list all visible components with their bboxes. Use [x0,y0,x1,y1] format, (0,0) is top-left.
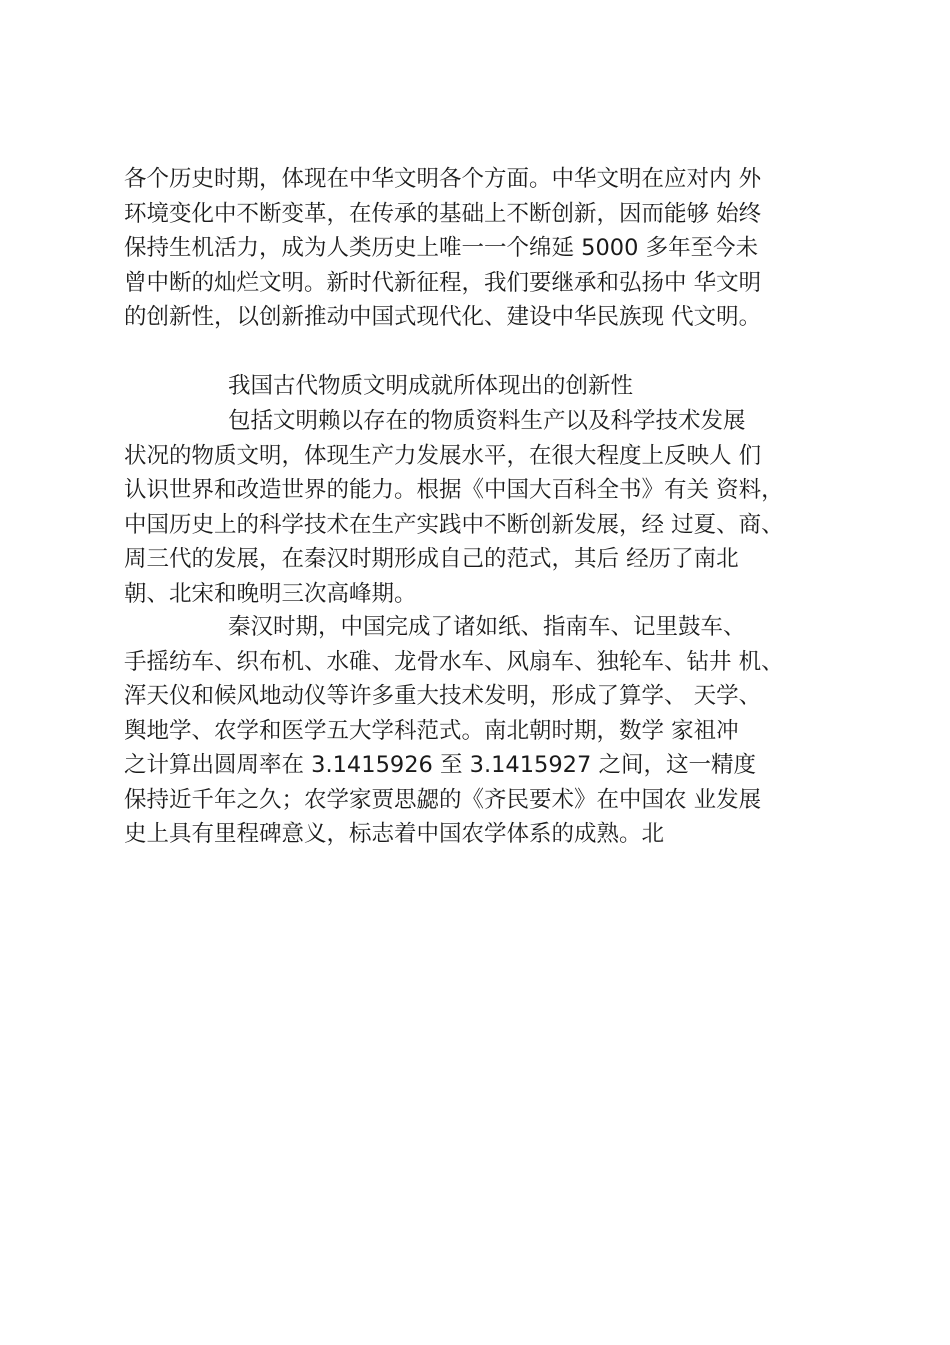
text-line: 浑天仪和候风地动仪等许多重大技术发明，形成了算学、 天学、 [124,683,762,709]
text-line: 周三代的发展，在秦汉时期形成自己的范式，其后 经历了南北 [124,546,739,572]
text-line: 舆地学、农学和医学五大学科范式。南北朝时期，数学 家祖冲 [124,717,739,744]
text-line: 各个历史时期，体现在中华文明各个方面。中华文明在应对内 外 [124,166,762,192]
text-line: 曾中断的灿烂文明。新时代新征程，我们要继承和弘扬中 华文明 [124,269,762,296]
text-line: 保持生机活力，成为人类历史上唯一一个绵延 5000 多年至今未 [124,235,759,261]
text-line: 包括文明赖以存在的物质资料生产以及科学技术发展 [228,408,746,434]
text-line: 史上具有里程碑意义，标志着中国农学体系的成熟。北 [124,821,665,847]
text-line: 秦汉时期，中国完成了诸如纸、指南车、记里鼓车、 [228,614,746,640]
paragraph-material-civilization [124,404,844,611]
text-line: 中国历史上的科学技术在生产实践中不断创新发展，经 过夏、商、 [124,511,784,538]
text-line: 保持近千年之久；农学家贾思勰的《齐民要术》在中国农 业发展 [124,786,762,813]
text-line: 的创新性，以创新推动中国式现代化、建设中华民族现 代文明。 [124,304,762,330]
section-heading-block [124,369,844,404]
text-line: 朝、北宋和晚明三次高峰期。 [124,580,417,607]
paragraph-innovation-summary [124,162,844,335]
text-line: 状况的物质文明，体现生产力发展水平，在很大程度上反映人 们 [124,442,762,469]
text-line: 手摇纺车、织布机、水碓、龙骨水车、风扇车、独轮车、钻井 机、 [124,648,784,675]
text-line: 环境变化中不断变革，在传承的基础上不断创新，因而能够 始终 [124,200,762,227]
text-line: 之计算出圆周率在 3.1415926 至 3.1415927 之间，这一精度 [124,752,756,778]
paragraph-qin-han-period [124,610,844,852]
text-line: 认识世界和改造世界的能力。根据《中国大百科全书》有关 资料， [124,477,784,503]
section-heading: 我国古代物质文明成就所体现出的创新性 [228,373,634,399]
